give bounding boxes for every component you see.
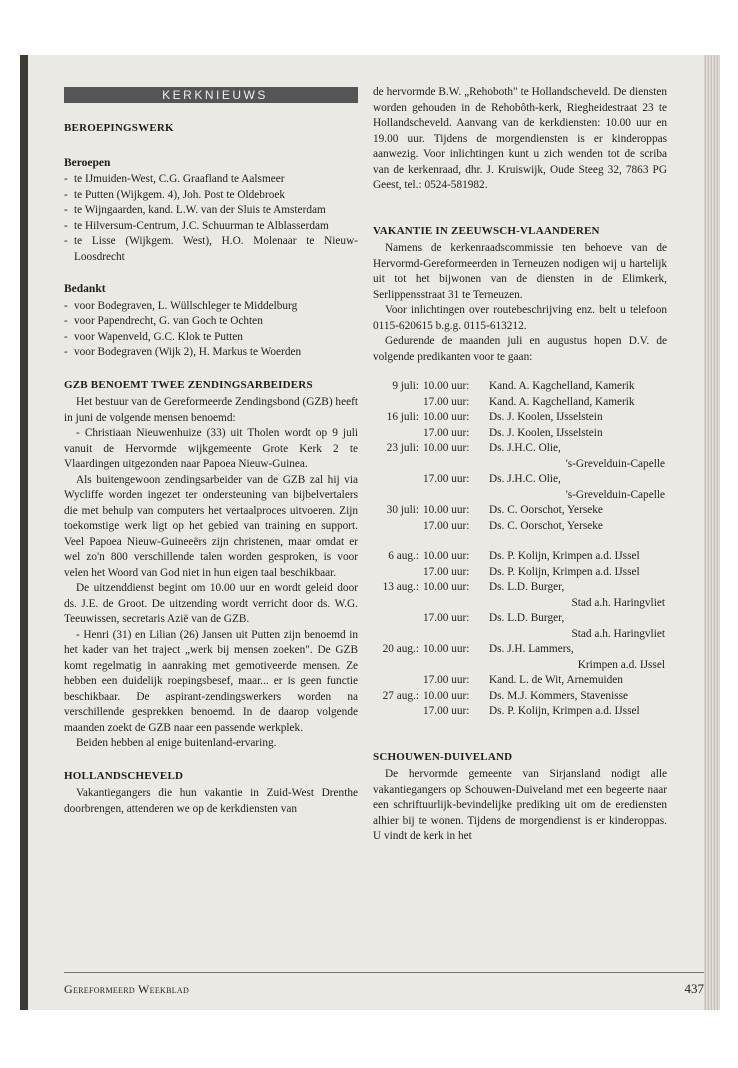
schouwen-duiveland-heading: SCHOUWEN-DUIVELAND	[373, 750, 513, 763]
table-row: 17.00 uur: Ds. J. Koolen, IJsselstein	[423, 426, 603, 439]
paragraph: - Henri (31) en Lilian (26) Jansen uit Putten zijn benoemd in het kader van het traject „werk bij mensen zoeken". De GZB komt regelmatig in aanraking met gemotiveerde mensen. Ze hebben een duidelijk roepingsbesef, maar... er is geen functie beschikbaar. De aspirant-zendingswerkers worden na verschillende gesprekken benoemd. In de daarop volgende maanden zoekt de GZB naar een passende werkplek.	[64, 628, 358, 734]
bedankt-heading: Bedankt	[64, 283, 106, 295]
paragraph: Voor inlichtingen over routebeschrijving enz. belt u telefoon 0115-620615 b.g.g. 0115-613212.	[373, 304, 667, 332]
table-row: 17.00 uur: Ds. P. Kolijn, Krimpen a.d. IJssel	[423, 565, 640, 578]
list-item: - voor Bodegraven, L. Wüllschleger te Middelburg	[64, 299, 358, 315]
table-row: 17.00 uur: Kand. A. Kagchelland, Kamerik	[423, 395, 635, 408]
page-edges	[704, 55, 720, 1010]
paragraph: De hervormde gemeente van Sirjansland nodigt alle vakantiegangers op Schouwen-Duiveland met een begeerte naar een schriftuurlijk-bevindelijke prediking uit om de erediensten alhier bij te wonen. Tijdens de morgendienst is er kinderoppas. U vindt de kerk in het	[373, 768, 667, 842]
table-row: 17.00 uur: Ds. C. Oorschot, Yerseke	[423, 519, 603, 532]
paragraph: Als buitengewoon zendingsarbeider van de GZB zal hij via Wycliffe worden ingezet ter ondersteuning van bijbelvertalers die met behulp van computers het vertaalproces uitvoeren. Zijn toekomstige werk ligt op het gebied van training en support. Veel Papoea Nieuw-Guineeërs zijn christenen, maar omdat er wel zo'n 800 verschillende talen worden gesproken, is voor velen het Woord van God niet in hun eigen taal beschikbaar.	[64, 473, 358, 579]
table-row: 6 aug.: 10.00 uur: Ds. P. Kolijn, Krimpen a.d. IJssel	[388, 550, 640, 562]
paragraph: De uitzenddienst begint om 10.00 uur en wordt geleid door ds. J.E. de Groot. De uitzending wordt verricht door ds. W.G. Teeuwissen, secretaris Azië van de GZB.	[64, 582, 358, 625]
table-row-continued: 's-Grevelduin-Capelle	[565, 488, 665, 501]
table-row: 17.00 uur: Ds. L.D. Burger,	[423, 612, 565, 624]
magazine-page	[20, 55, 720, 1010]
paragraph: Vakantiegangers die hun vakantie in Zuid-West Drenthe doorbrengen, attenderen we op de kerkdiensten van	[64, 787, 358, 815]
book-spine	[20, 55, 28, 1010]
paragraph: de hervormde B.W. „Rehoboth" te Hollandscheveld. De diensten worden gehouden in de Rehobôth-kerk, Riegheidestraat 23 te Hollandscheveld. Aanvang van de kerkdiensten: 10.00 uur en 19.00 uur. Tijdens de morgendiensten is er kinderoppas aanwezig. Voor inlichtingen kunt u zich wenden tot de scriba van de kerkenraad, dhr. J. Kruiswijk, Oude Steeg 32, 7863 PG Geest, tel.: 0524-581982.	[373, 86, 667, 191]
list-item: - voor Wapenveld, G.C. Klok te Putten	[64, 330, 358, 346]
bedankt-list	[64, 299, 358, 361]
section-banner	[64, 87, 358, 103]
table-row: 9 juli: 10.00 uur: Kand. A. Kagchelland, Kamerik	[392, 380, 635, 392]
table-row-continued: 's-Grevelduin-Capelle	[565, 457, 665, 470]
list-item: - voor Bodegraven (Wijk 2), H. Markus te Woerden	[64, 345, 358, 361]
paragraph: Namens de kerkenraadscommissie ten behoeve van de Hervormd-Gereformeerden in Terneuzen nodigen wij u hartelijk uit tot het bijwonen van de diensten in de Elimkerk, Serlippensstraat 31 te Terneuzen.	[373, 242, 667, 301]
right-column	[373, 85, 667, 845]
magazine-title: Gereformeerd Weekblad	[64, 982, 190, 996]
banner-title: KERKNIEUWS	[162, 88, 268, 102]
table-row: 30 juli: 10.00 uur: Ds. C. Oorschot, Yerseke	[386, 504, 603, 516]
list-item: - te Putten (Wijkgem. 4), Joh. Post te Oldebroek	[64, 188, 358, 204]
gzb-heading: GZB BENOEMT TWEE ZENDINGSARBEIDERS	[64, 378, 313, 391]
table-row: 17.00 uur: Ds. J.H.C. Olie,	[423, 473, 561, 485]
table-row: 23 juli: 10.00 uur: Ds. J.H.C. Olie,	[386, 442, 561, 454]
table-row: 16 juli: 10.00 uur: Ds. J. Koolen, IJsselstein	[386, 411, 603, 423]
list-item: - te Lisse (Wijkgem. West), H.O. Molenaar te Nieuw-Loosdrecht	[64, 234, 358, 265]
left-column	[64, 87, 358, 817]
list-item: - te Hilversum-Centrum, J.C. Schuurman te Alblasserdam	[64, 219, 358, 235]
paragraph: Gedurende de maanden juli en augustus hopen D.V. de volgende predikanten voor te gaan:	[373, 335, 667, 363]
list-item: - te IJmuiden-West, C.G. Graafland te Aalsmeer	[64, 172, 358, 188]
zeeuwsch-vlaanderen-heading: VAKANTIE IN ZEEUWSCH-VLAANDEREN	[373, 224, 600, 237]
paragraph: - Christiaan Nieuwenhuize (33) uit Tholen wordt op 9 juli vanuit de Hervormde wijkgemeente Grote Kerk 2 te Vlaardingen uitgezonden naar Papoea Nieuw-Guinea.	[64, 427, 358, 470]
page-footer	[64, 972, 704, 996]
beroepen-heading: Beroepen	[64, 156, 111, 169]
table-row: 27 aug.: 10.00 uur: Ds. M.J. Kommers, Stavenisse	[382, 689, 629, 702]
beroepingswerk-heading: BEROEPINGSWERK	[64, 122, 174, 134]
paragraph: Beiden hebben al enige buitenland-ervaring.	[76, 737, 277, 749]
page-number: 437	[684, 981, 704, 996]
list-item: - voor Papendrecht, G. van Goch te Ochten	[64, 314, 358, 330]
table-row: 13 aug.: 10.00 uur: Ds. L.D. Burger,	[382, 581, 565, 593]
table-row-continued: Stad a.h. Haringvliet	[571, 596, 665, 609]
table-row: 17.00 uur: Ds. P. Kolijn, Krimpen a.d. IJssel	[423, 705, 640, 717]
table-row: 20 aug.: 10.00 uur: Ds. J.H. Lammers,	[382, 643, 574, 655]
table-row-continued: Krimpen a.d. IJssel	[577, 658, 665, 671]
paragraph: Het bestuur van de Gereformeerde Zendingsbond (GZB) heeft in juni de volgende mensen benoemd:	[64, 396, 359, 424]
beroepen-list	[64, 172, 358, 265]
hollandscheveld-heading: HOLLANDSCHEVELD	[64, 769, 184, 782]
table-row-continued: Stad a.h. Haringvliet	[571, 627, 665, 640]
preacher-schedule	[375, 379, 665, 720]
table-row: 17.00 uur: Kand. L. de Wit, Arnemuiden	[423, 674, 623, 686]
list-item: - te Wijngaarden, kand. L.W. van der Sluis te Amsterdam	[64, 203, 358, 219]
